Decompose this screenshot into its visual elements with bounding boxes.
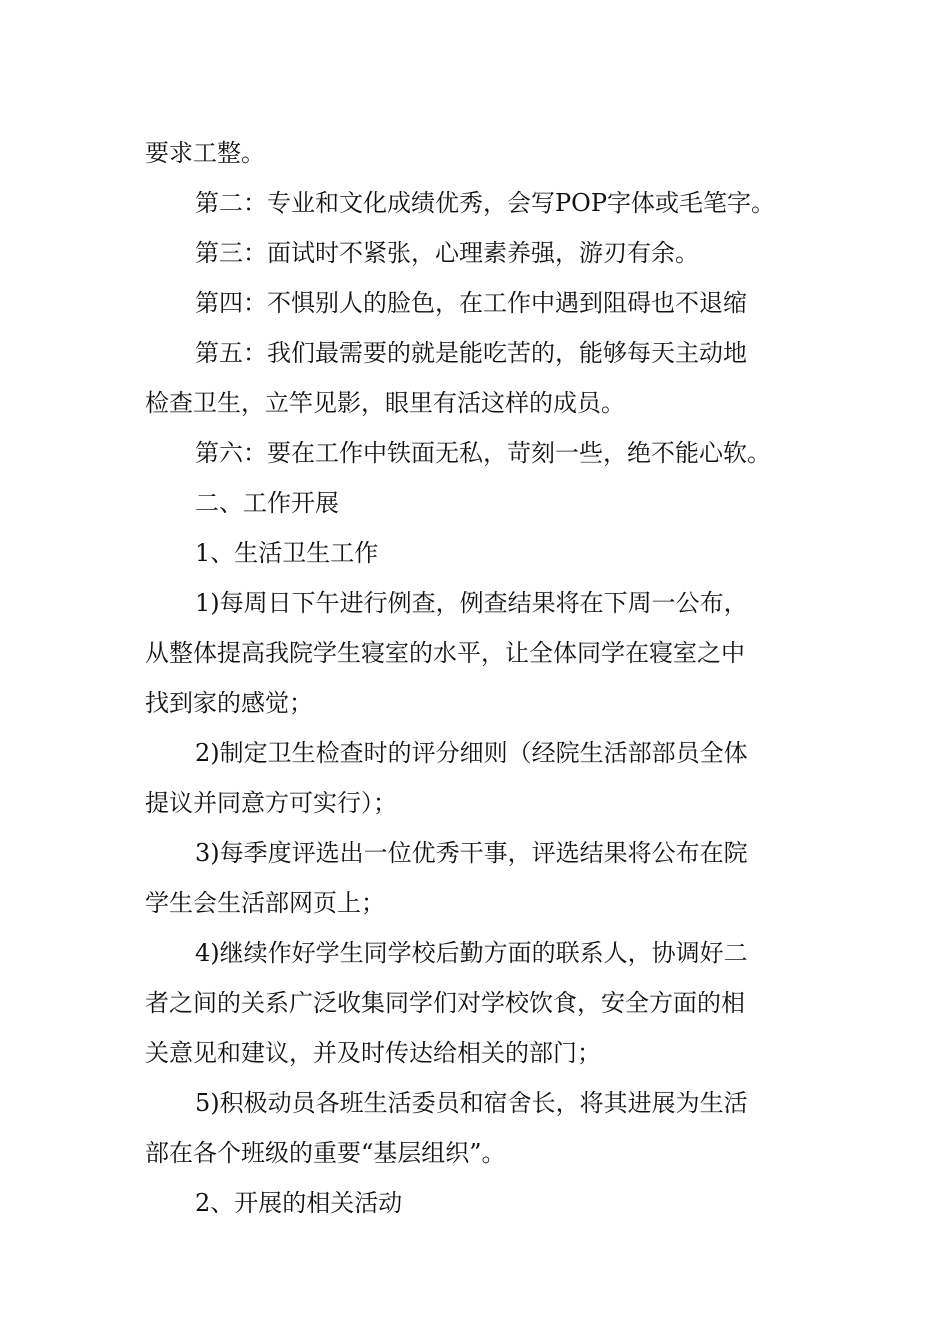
text-line: 从整体提高我院学生寝室的水平，让全体同学在寝室之中 xyxy=(145,639,745,667)
text-line: 3)每季度评选出一位优秀干事，评选结果将公布在院 xyxy=(195,839,748,867)
text-line: 4)继续作好学生同学校后勤方面的联系人，协调好二 xyxy=(195,939,748,967)
subsection-heading: 2、开展的相关活动 xyxy=(195,1189,403,1217)
text-line: 者之间的关系广泛收集同学们对学校饮食，安全方面的相 xyxy=(145,989,745,1017)
text-line: 关意见和建议，并及时传达给相关的部门； xyxy=(145,1039,601,1067)
text-line: 提议并同意方可实行）； xyxy=(145,789,397,817)
text-line: 第二：专业和文化成绩优秀，会写POP字体或毛笔字。 xyxy=(195,189,775,217)
text-line: 1)每周日下午进行例查，例查结果将在下周一公布， xyxy=(195,589,748,617)
text-line: 要求工整。 xyxy=(145,139,265,167)
text-line: 检查卫生，立竿见影，眼里有活这样的成员。 xyxy=(145,389,625,417)
document-body xyxy=(145,128,810,1228)
section-heading: 二、工作开展 xyxy=(195,489,339,517)
text-line: 第四：不惧别人的脸色，在工作中遇到阻碍也不退缩 xyxy=(195,289,747,317)
text-line: 2)制定卫生检查时的评分细则（经院生活部部员全体 xyxy=(195,739,748,767)
subsection-heading: 1、生活卫生工作 xyxy=(195,539,379,567)
text-line: 找到家的感觉； xyxy=(145,689,313,717)
text-line: 5)积极动员各班生活委员和宿舍长，将其进展为生活 xyxy=(195,1089,748,1117)
text-line: 学生会生活部网页上； xyxy=(145,889,385,917)
text-line: 第六：要在工作中铁面无私，苛刻一些，绝不能心软。 xyxy=(195,439,771,467)
text-line: 第三：面试时不紧张，心理素养强，游刃有余。 xyxy=(195,239,699,267)
text-line: 部在各个班级的重要“基层组织”。 xyxy=(145,1139,506,1167)
text-line: 第五：我们最需要的就是能吃苦的，能够每天主动地 xyxy=(195,339,747,367)
